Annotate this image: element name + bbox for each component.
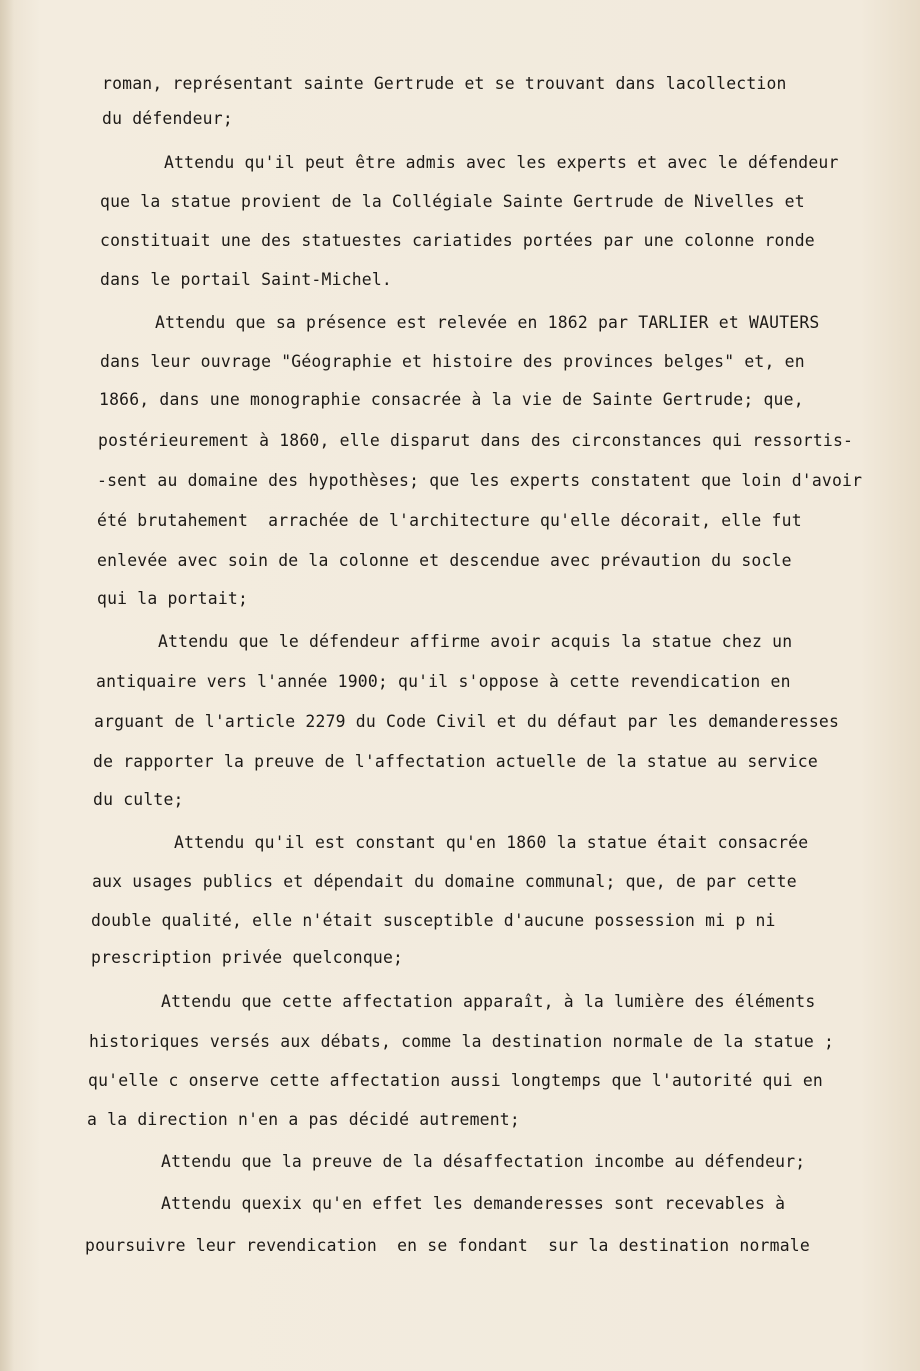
text-line: qui la portait;: [97, 589, 249, 608]
text-line: Attendu qu'il peut être admis avec les experts et avec le défendeur: [164, 153, 839, 172]
text-line: arguant de l'article 2279 du Code Civil et du défaut par les demanderesses: [94, 712, 840, 731]
text-line: antiquaire vers l'année 1900; qu'il s'oppose à cette revendication en: [96, 672, 791, 691]
text-line: a la direction n'en a pas décidé autrement;: [87, 1110, 520, 1129]
text-line: dans le portail Saint-Michel.: [100, 270, 392, 289]
text-line: roman, représentant sainte Gertrude et se trouvant dans lacollection: [102, 74, 787, 93]
text-line: dans leur ouvrage "Géographie et histoire des provinces belges" et, en: [100, 352, 805, 371]
text-line: poursuivre leur revendication en se fondant sur la destination normale: [85, 1236, 810, 1255]
text-line: du culte;: [93, 790, 184, 809]
text-line: constituait une des statuestes cariatides portées par une colonne ronde: [100, 231, 815, 250]
text-line: double qualité, elle n'était susceptible d'aucune possession mi p ni: [91, 911, 776, 930]
text-line: Attendu que cette affectation apparaît, à la lumière des éléments: [161, 992, 816, 1011]
text-line: historiques versés aux débats, comme la destination normale de la statue ;: [89, 1032, 835, 1051]
text-line: que la statue provient de la Collégiale Sainte Gertrude de Nivelles et: [100, 192, 805, 211]
text-line: qu'elle c onserve cette affectation aussi longtemps que l'autorité qui en: [88, 1071, 823, 1090]
text-line: postérieurement à 1860, elle disparut dans des circonstances qui ressortis-: [98, 431, 854, 450]
text-line: de rapporter la preuve de l'affectation actuelle de la statue au service: [93, 752, 818, 771]
text-line: prescription privée quelconque;: [91, 948, 404, 967]
text-line: -sent au domaine des hypothèses; que les experts constatent que loin d'avoir: [97, 471, 863, 490]
text-line: enlevée avec soin de la colonne et descendue avec prévaution du socle: [97, 551, 792, 570]
text-line: été brutahement arrachée de l'architecture qu'elle décorait, elle fut: [97, 511, 802, 530]
page-fold-shadow: [0, 0, 14, 1371]
text-line: Attendu que sa présence est relevée en 1862 par TARLIER et WAUTERS: [155, 313, 820, 332]
text-line: 1866, dans une monographie consacrée à la vie de Sainte Gertrude; que,: [99, 390, 804, 409]
text-line: Attendu quexix qu'en effet les demanderesses sont recevables à: [161, 1194, 786, 1213]
text-line: Attendu qu'il est constant qu'en 1860 la statue était consacrée: [174, 833, 809, 852]
text-line: du défendeur;: [102, 109, 233, 128]
text-line: Attendu que le défendeur affirme avoir acquis la statue chez un: [158, 632, 793, 651]
text-line: aux usages publics et dépendait du domaine communal; que, de par cette: [92, 872, 797, 891]
text-line: Attendu que la preuve de la désaffectation incombe au défendeur;: [161, 1152, 806, 1171]
